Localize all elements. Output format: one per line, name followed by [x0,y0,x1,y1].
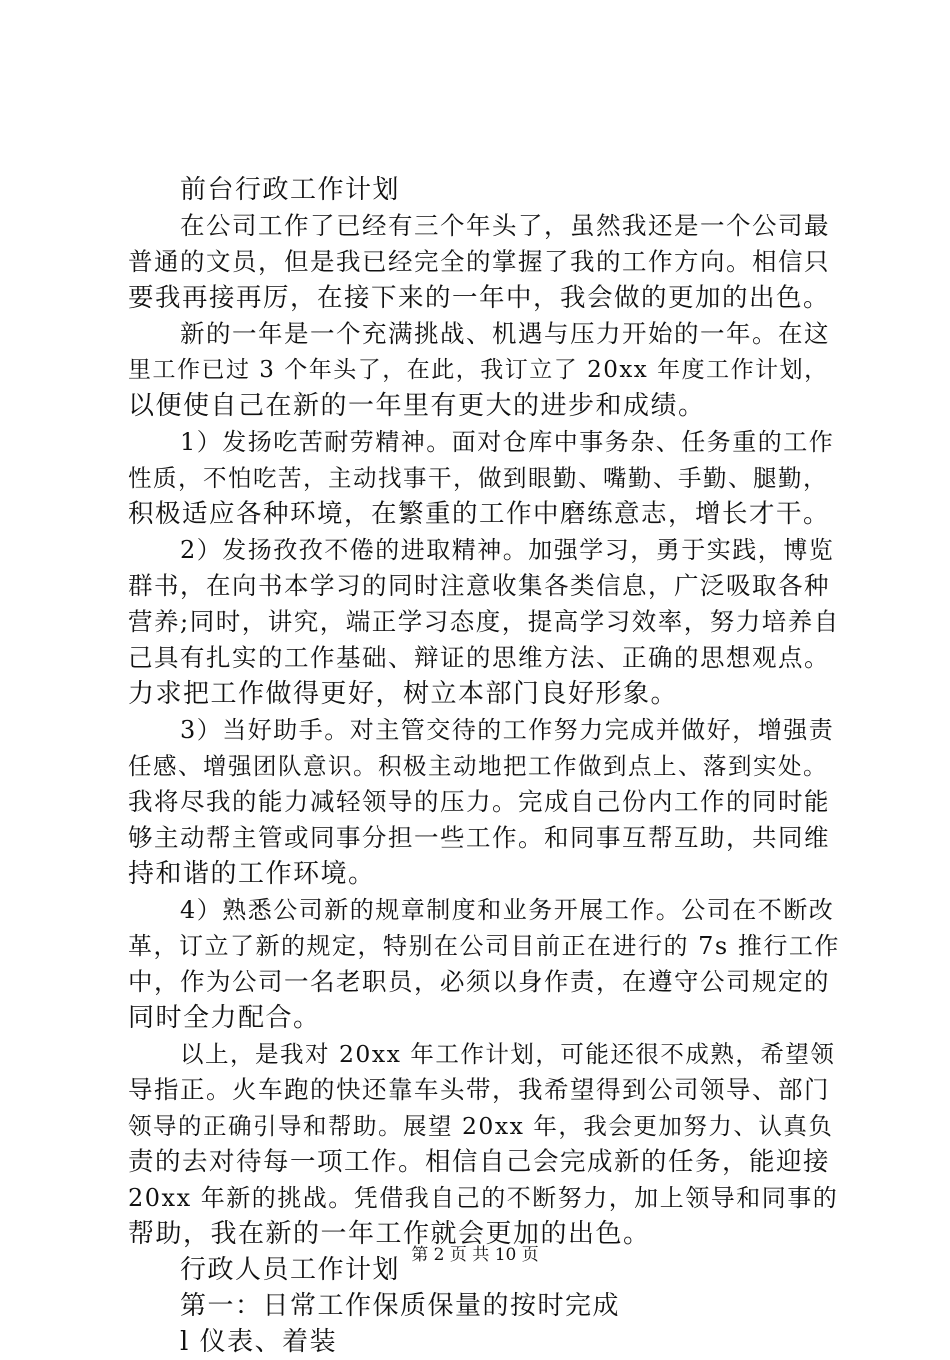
text-line: 任感、增强团队意识。积极主动地把工作做到点上、落到实处。 [128,752,828,780]
text-line: 持和谐的工作环境。 [128,859,376,889]
text-line: 性质，不怕吃苦，主动找事干，做到眼勤、嘴勤、手勤、腿勤， [128,464,828,492]
text-line: 3）当好助手。对主管交待的工作努力完成并做好，增强责 [180,716,835,744]
text-line: 在公司工作了已经有三个年头了，虽然我还是一个公司最 [180,211,830,240]
text-line: l 仪表、着装 [180,1327,338,1357]
document-body [128,172,840,1360]
text-line: 领导的正确引导和帮助。展望 20xx 年，我会更加努力、认真负 [128,1112,834,1140]
text-line: 里工作已过 3 个年头了，在此，我订立了 20xx 年度工作计划， [128,357,829,383]
text-line: 责的去对待每一项工作。相信自己会完成新的任务，能迎接 [128,1147,831,1177]
text-line: 革，订立了新的规定，特别在公司目前正在进行的 7s 推行工作 [128,932,840,960]
text-line: 我将尽我的能力减轻领导的压力。完成自己份内工作的同时能 [128,787,830,816]
text-line: 第一：日常工作保质保量的按时完成 [180,1291,621,1321]
text-line: 群书，在向书本学习的同时注意收集各类信息，广泛吸取各种 [128,571,830,600]
text-line: 前台行政工作计划 [180,175,401,205]
text-line: 行政人员工作计划 [180,1255,401,1285]
text-line: 帮助，我在新的一年工作就会更加的出色。 [128,1219,651,1249]
text-line: 普通的文员，但是我已经完全的掌握了我的工作方向。相信只 [128,247,830,276]
text-line: 2）发扬孜孜不倦的进取精神。加强学习，勇于实践，博览 [180,536,835,564]
text-line: 新的一年是一个充满挑战、机遇与压力开始的一年。在这 [180,319,830,348]
text-line: 以便使自己在新的一年里有更大的进步和成绩。 [128,391,706,421]
text-line: 1）发扬吃苦耐劳精神。面对仓库中事务杂、任务重的工作 [180,428,835,456]
text-line: 要我再接再厉，在接下来的一年中，我会做的更加的出色。 [128,283,831,313]
text-line: 同时全力配合。 [128,1003,321,1033]
text-line: 营养;同时，讲究，端正学习态度，提高学习效率，努力培养自 [128,607,840,636]
text-line: 中，作为公司一名老职员，必须以身作责，在遵守公司规定的 [128,967,830,996]
text-line: 够主动帮主管或同事分担一些工作。和同事互帮互助，共同维 [128,823,830,852]
text-line: 20xx 年新的挑战。凭借我自己的不断努力，加上领导和同事的 [128,1184,839,1212]
text-line: 4）熟悉公司新的规章制度和业务开展工作。公司在不断改 [180,896,835,924]
text-line: 导指正。火车跑的快还靠车头带，我希望得到公司领导、部门 [128,1075,830,1104]
text-line: 以上，是我对 20xx 年工作计划，可能还很不成熟，希望领 [180,1040,836,1068]
page-footer: 第 2 页 共 10 页 [411,1245,539,1265]
text-line: 积极适应各种环境，在繁重的工作中磨练意志，增长才干。 [128,499,831,529]
text-line: 己具有扎实的工作基础、辩证的思维方法、正确的思想观点。 [128,643,830,672]
text-line: 力求把工作做得更好，树立本部门良好形象。 [128,679,679,709]
